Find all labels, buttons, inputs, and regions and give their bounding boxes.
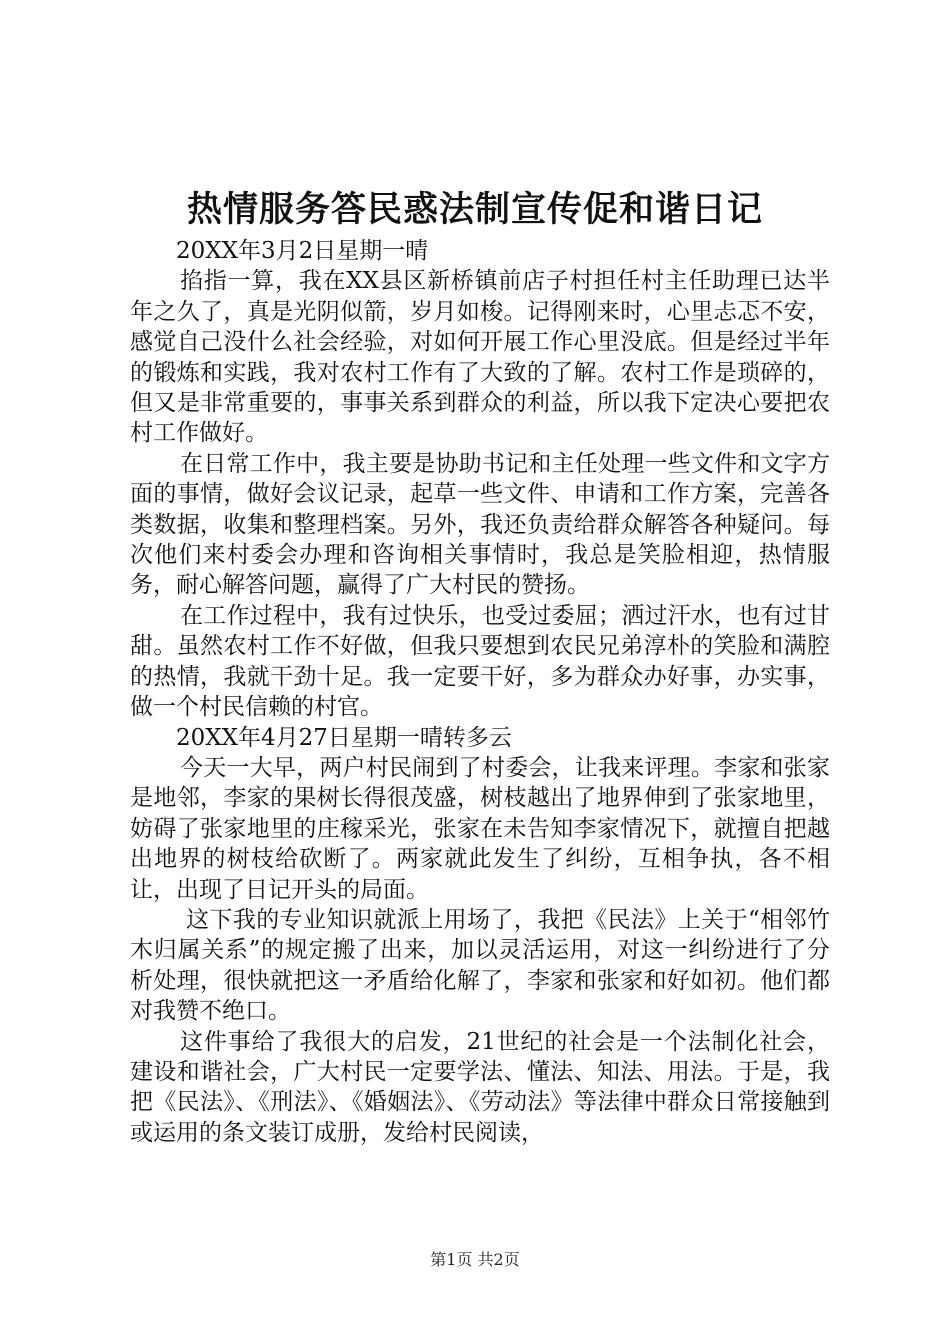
paragraph-6: 这件事给了我很大的启发，21世纪的社会是一个法制化社会，建设和谐社会，广大村民一定要学法、懂法、知法、用法。于是，我把《民法》、《刑法》、《婚姻法》、《劳动法》等法律中群众日常接触到或运用的条文装订成册，发给村民阅读， (130, 1028, 830, 1146)
paragraph-2: 在日常工作中，我主要是协助书记和主任处理一些文件和文字方面的事情，做好会议记录，起草一些文件、申请和工作方案，完善各类数据，收集和整理档案。另外，我还负责给群众解答各种疑问。每次他们来村委会办理和咨询相关事情时，我总是笑脸相迎，热情服务，耐心解答问题，赢得了广大村民的赞扬。 (130, 450, 830, 599)
paragraph-4: 今天一大早，两户村民闹到了村委会，让我来评理。李家和张家是地邻，李家的果树长得很茂盛，树枝越出了地界伸到了张家地里，妨碍了张家地里的庄稼采光，张家在未告知李家情况下，就擅自把越出地界的树枝给砍断了。两家就此发生了纠纷，互相争执，各不相让，出现了日记开头的局面。 (130, 754, 830, 903)
diary-date-1: 20XX年3月2日星期一晴 (176, 238, 429, 264)
diary-date-2: 20XX年4月27日星期一晴转多云 (176, 724, 512, 751)
page-footer: 第1页 共2页 (430, 1250, 520, 1269)
document-body (130, 236, 830, 1148)
paragraph-3: 在工作过程中，我有过快乐，也受过委屈；洒过汗水，也有过甘甜。虽然农村工作不好做，但我只要想到农民兄弟淳朴的笑脸和满腔的热情，我就干劲十足。我一定要干好，多为群众办好事，办实事，做一个村民信赖的村官。 (130, 602, 830, 721)
document-title: 热情服务答民惑法制宣传促和谐日记 (186, 189, 763, 230)
paragraph-5: 这下我的专业知识就派上用场了，我把《民法》上关于“相邻竹木归属关系”的规定搬了出来，加以灵活运用，对这一纠纷进行了分析处理，很快就把这一矛盾给化解了，李家和张家和好如初。他们都对我赞不绝口。 (130, 906, 830, 1025)
paragraph-1: 掐指一算，我在XX县区新桥镇前店子村担任村主任助理已达半年之久了，真是光阴似箭，岁月如梭。记得刚来时，心里忐忑不安，感觉自己没什么社会经验，对如何开展工作心里没底。但是经过半年的锻炼和实践，我对农村工作有了大致的了解。农村工作是琐碎的，但又是非常重要的，事事关系到群众的利益，所以我下定决心要把农村工作做好。 (130, 268, 830, 447)
